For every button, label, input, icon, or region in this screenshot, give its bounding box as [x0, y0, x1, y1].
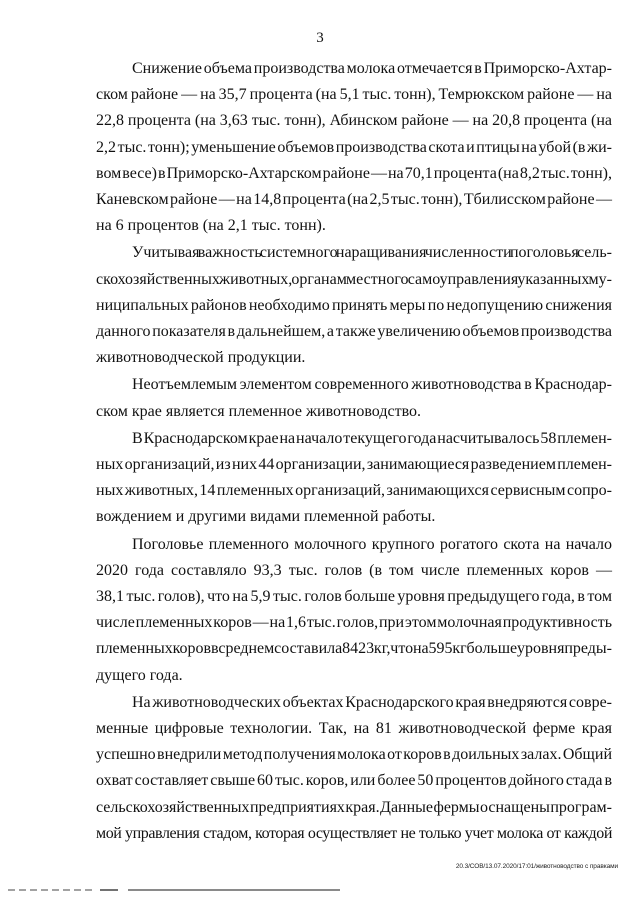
paragraph: [96, 372, 612, 424]
paragraph: [96, 426, 612, 531]
text-line: менные цифровые технологии. Так, на 81 животноводческой ферме края: [96, 720, 612, 738]
text-line: на 6 процентов (на 2,1 тыс. тонн).: [96, 217, 326, 235]
text-line: Неотъемлемым элементом современного животноводства в Краснодар-: [132, 376, 612, 394]
text-line: животноводческой продукции.: [96, 349, 306, 367]
page-number: 3: [316, 30, 324, 46]
text-line: числе племенных коров — на 1,6 тыс. голов, при этом молочная продуктивность: [96, 614, 612, 632]
text-line: сельскохозяйственных предприятиях края. Данные фермы оснащены програм-: [96, 798, 612, 816]
text-line: 22,8 процента (на 3,63 тыс. тонн), Абинском районе — на 20,8 процента (на: [96, 112, 612, 130]
text-line: 2,2 тыс. тонн); уменьшение объемов производства скота и птицы на убой (в жи-: [96, 138, 612, 156]
text-line: ском крае является племенное животноводство.: [96, 402, 422, 420]
paragraph: [96, 690, 612, 847]
text-line: вождением и другими видами племенной работы.: [96, 508, 436, 526]
text-line: скохозяйственных животных, органам местного самоуправления указанных му-: [96, 270, 612, 288]
text-line: мой управления стадом, которая осуществляет не только учет молока от каждой: [96, 824, 612, 842]
text-line: ниципальных районов необходимо принять меры по недопущению снижения: [96, 296, 612, 314]
text-line: ском районе — на 35,7 процента (на 5,1 тыс. тонн), Темрюкском районе — на: [96, 86, 612, 104]
text-line: вом весе) в Приморско-Ахтарском районе — на 70,1 процента (на 8,2 тыс. тонн),: [96, 164, 613, 182]
text-line: На животноводческих объектах Краснодарского края внедряются совре-: [132, 693, 612, 711]
text-line: ных организаций, из них 44 организации, занимающиеся разведением племен-: [96, 456, 612, 474]
text-line: ных животных, 14 племенных организаций, занимающихся сервисным сопро-: [96, 482, 612, 500]
text-line: В Краснодарском крае на начало текущего года насчитывалось 58 племен-: [132, 429, 613, 447]
text-line: Учитывая важность системного наращивания численности поголовья сель-: [132, 244, 612, 262]
text-line: Снижение объема производства молока отмечается в Приморско-Ахтар-: [132, 60, 612, 77]
text-line: 38,1 тыс. голов), что на 5,9 тыс. голов больше уровня предыдущего года, в том: [96, 588, 612, 606]
paragraph: [96, 532, 612, 689]
text-line: Каневском районе — на 14,8 процента (на 2,5 тыс. тонн), Тбилисском районе —: [96, 191, 613, 209]
scan-artifact-dashes: [0, 888, 340, 892]
text-line: охват составляет свыше 60 тыс. коров, или более 50 процентов дойного стада в: [96, 772, 613, 790]
paragraph: [96, 240, 612, 371]
text-line: данного показателя в дальнейшем, а также увеличению объемов производства: [96, 323, 612, 341]
text-line: Поголовье племенного молочного крупного рогатого скота на начало: [132, 535, 612, 553]
text-line: племенных коров в среднем составила 8423 кг, что на 595 кг больше уровня преды-: [96, 640, 612, 658]
paragraph: [96, 56, 612, 239]
text-line: дущего года.: [96, 666, 183, 684]
text-line: 2020 года составляло 93,3 тыс. голов (в том числе племенных коров —: [96, 561, 612, 579]
document-body: [96, 56, 612, 848]
footer-document-code: 20.3/СОВ/13.07.2020/17:01/животноводство с правками: [455, 863, 618, 870]
text-line: успешно внедрили метод получения молока от коров в доильных залах. Общий: [96, 746, 613, 764]
